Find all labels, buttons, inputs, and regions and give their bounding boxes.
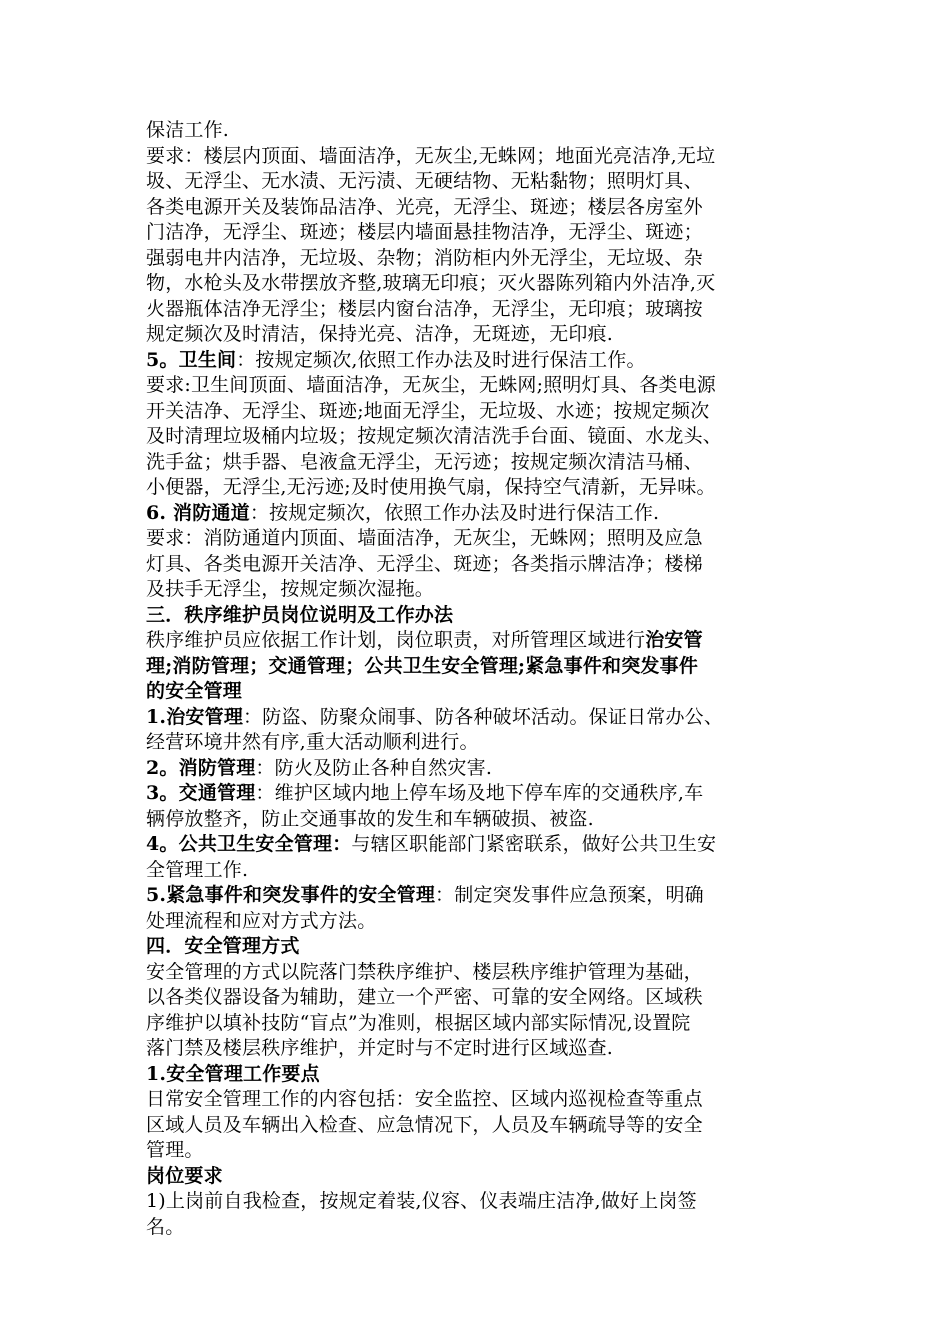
text-line [146, 373, 826, 399]
text-run: ：按规定频次，依照工作办法及时进行保洁工作. [249, 501, 660, 524]
text-run: 及扶手无浮尘，按规定频次湿拖。 [146, 578, 435, 600]
text-line [146, 679, 826, 705]
text-line [146, 985, 826, 1011]
text-line [146, 1062, 826, 1088]
text-line [146, 1113, 826, 1139]
text-run: 1)上岗前自我检查，按规定着装,仪容、仪表端庄洁净,做好上岗签 [146, 1190, 697, 1212]
bold-text-run: 的安全管理 [146, 680, 243, 702]
text-line [146, 654, 826, 680]
bold-text-run: 5。卫生间 [146, 348, 237, 371]
text-line [146, 1215, 826, 1241]
text-run: 序维护以填补技防“盲点”为准则，根据区域内部实际情况,设置院 [146, 1011, 691, 1034]
text-line [146, 475, 826, 501]
text-line [146, 1164, 826, 1190]
text-line [146, 1087, 826, 1113]
text-run: 物，水枪头及水带摆放齐整,玻璃无印痕；灭火器陈列箱内外洁净,灭 [146, 272, 716, 294]
text-run: 全管理工作. [146, 858, 249, 881]
text-line [146, 169, 826, 195]
text-line [146, 603, 826, 629]
text-run: 落门禁及楼层秩序维护，并定时与不定时进行区域巡查. [146, 1037, 614, 1059]
text-run: 灯具、各类电源开关洁净、无浮尘、斑迹；各类指示牌洁净；楼梯 [146, 552, 703, 575]
text-line [146, 118, 826, 144]
document-body [146, 118, 826, 1240]
bold-text-run: 2。消防管理 [146, 756, 256, 779]
text-line [146, 271, 826, 297]
text-line [146, 399, 826, 425]
text-line [146, 807, 826, 833]
text-line [146, 1138, 826, 1164]
text-run: 门洁净，无浮尘、斑迹；楼层内墙面悬挂物洁净，无浮尘、斑迹； [146, 221, 703, 243]
text-line [146, 858, 826, 884]
text-line [146, 883, 826, 909]
text-run: 圾、无浮尘、无水渍、无污渍、无硬结物、无粘黏物；照明灯具、 [146, 170, 703, 192]
text-line [146, 322, 826, 348]
text-run: 秩序维护员应依据工作计划，岗位职责，对所管理区域进行 [146, 629, 646, 651]
bold-text-run: 1.治安管理 [146, 705, 244, 728]
text-line [146, 246, 826, 272]
bold-text-run: 四．安全管理方式 [146, 935, 300, 957]
text-line [146, 730, 826, 756]
text-line [146, 501, 826, 527]
text-run: 要求：消防通道内顶面、墙面洁净，无灰尘，无蛛网；照明及应急 [146, 527, 703, 549]
text-run: 与辖区职能部门紧密联系，做好公共卫生安 [351, 833, 717, 855]
text-run: 管理。 [146, 1139, 204, 1161]
text-line [146, 909, 826, 935]
text-line [146, 220, 826, 246]
text-run: 火器瓶体洁净无浮尘；楼层内窗台洁净，无浮尘，无印痕；玻璃按 [146, 297, 703, 320]
text-line [146, 960, 826, 986]
text-run: ：制定突发事件应急预案，明确 [435, 884, 704, 906]
text-run: 小便器，无浮尘,无污迹;及时使用换气扇，保持空气清新，无异味。 [146, 476, 716, 498]
text-line [146, 577, 826, 603]
text-run: 处理流程和应对方式方法。 [146, 909, 377, 932]
bold-text-run: 5.紧急事件和突发事件的安全管理 [146, 884, 436, 906]
text-run: 区域人员及车辆出入检查、应急情况下，人员及车辆疏导等的安全 [146, 1113, 703, 1136]
text-line [146, 450, 826, 476]
bold-text-run: 岗位要求 [146, 1164, 223, 1187]
text-line [146, 552, 826, 578]
text-line [146, 628, 826, 654]
text-line [146, 934, 826, 960]
text-line [146, 705, 826, 731]
bold-text-run: 3。交通管理 [146, 782, 256, 804]
text-line [146, 144, 826, 170]
text-run: 规定频次及时清洁，保持光亮、洁净，无斑迹，无印痕. [146, 323, 614, 345]
text-run: 日常安全管理工作的内容包括：安全监控、区域内巡视检查等重点 [146, 1088, 703, 1110]
text-line [146, 1011, 826, 1037]
text-line [146, 1036, 826, 1062]
bold-text-run: 治安管 [645, 629, 703, 651]
text-run: 开关洁净、无浮尘、斑迹;地面无浮尘，无垃圾、水迹；按规定频次 [146, 399, 710, 422]
text-run: 以各类仪器设备为辅助，建立一个严密、可靠的安全网络。区域秩 [146, 986, 703, 1008]
text-run: 名。 [146, 1215, 185, 1238]
text-run: ：防盗、防聚众闹事、防各种破坏活动。保证日常办公、 [243, 705, 724, 728]
text-run: 安全管理的方式以院落门禁秩序维护、楼层秩序维护管理为基础， [146, 960, 703, 983]
text-line [146, 781, 826, 807]
text-run: 洗手盆；烘手器、皂液盒无浮尘，无污迹；按规定频次清洁马桶、 [146, 450, 703, 473]
bold-text-run: 三．秩序维护员岗位说明及工作办法 [146, 603, 454, 626]
text-run: 及时清理垃圾桶内垃圾；按规定频次清洁洗手台面、镜面、水龙头、 [146, 425, 723, 447]
text-line [146, 424, 826, 450]
bold-text-run: 理;消防管理；交通管理；公共卫生安全管理;紧急事件和突发事件 [146, 654, 699, 677]
text-run: ：防火及防止各种自然灾害. [255, 756, 493, 779]
text-line [146, 195, 826, 221]
text-line [146, 348, 826, 374]
text-line [146, 832, 826, 858]
bold-text-run: 1.安全管理工作要点 [146, 1062, 320, 1085]
text-run: 辆停放整齐，防止交通事故的发生和车辆破损、被盗. [146, 807, 594, 830]
text-run: 要求:卫生间顶面、墙面洁净，无灰尘，无蛛网;照明灯具、各类电源 [146, 374, 717, 396]
text-run: 经营环境井然有序,重大活动顺利进行。 [146, 731, 479, 753]
text-run: 各类电源开关及装饰品洁净、光亮，无浮尘、斑迹；楼层各房室外 [146, 195, 703, 218]
text-line [146, 526, 826, 552]
text-line [146, 1189, 826, 1215]
bold-text-run: 4。公共卫生安全管理： [146, 833, 352, 855]
text-line [146, 297, 826, 323]
text-run: ：按规定频次,依照工作办法及时进行保洁工作。 [236, 348, 646, 371]
text-run: ：维护区域内地上停车场及地下停车库的交通秩序,车 [255, 782, 704, 804]
text-run: 保洁工作. [146, 119, 230, 141]
bold-text-run: 6. 消防通道 [146, 501, 250, 524]
text-run: 要求：楼层内顶面、墙面洁净，无灰尘,无蛛网；地面光亮洁净,无垃 [146, 144, 716, 167]
text-line [146, 756, 826, 782]
text-run: 强弱电井内洁净，无垃圾、杂物；消防柜内外无浮尘，无垃圾、杂 [146, 246, 703, 269]
